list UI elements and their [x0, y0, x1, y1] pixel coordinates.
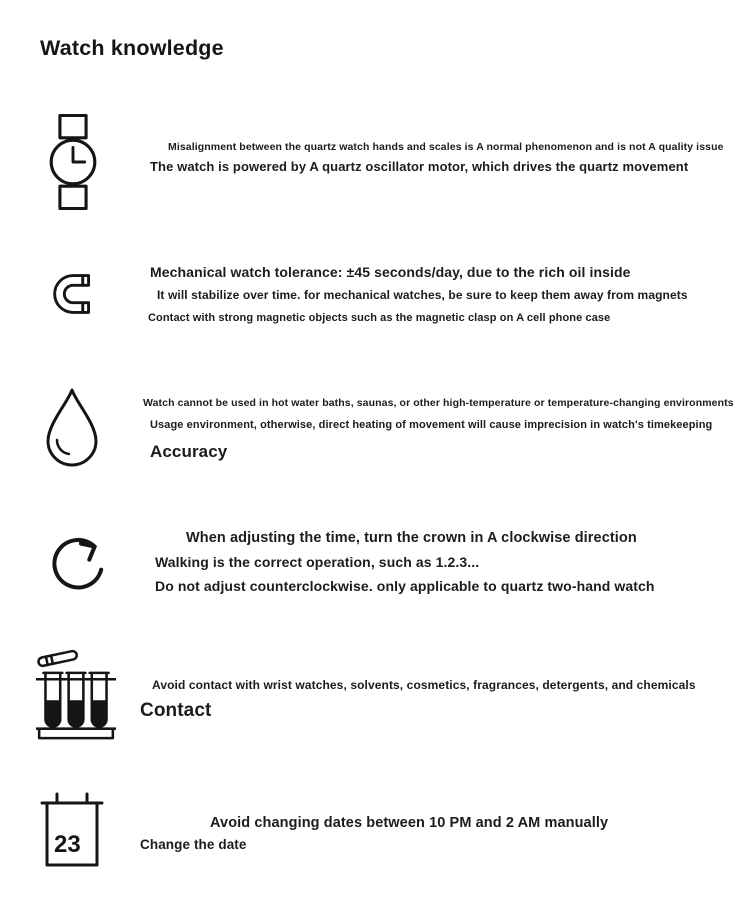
test-tubes-icon	[36, 643, 116, 747]
text-line: Usage environment, otherwise, direct heating of movement will cause imprecision in watch's timekeeping	[150, 419, 713, 431]
text-line: Misalignment between the quartz watch hands and scales is A normal phenomenon and is not A quality issue	[168, 141, 724, 153]
section-crown-adjustment	[155, 529, 655, 596]
text-line: Contact with strong magnetic objects such as the magnetic clasp on A cell phone case	[148, 312, 611, 324]
text-line: Mechanical watch tolerance: ±45 seconds/day, due to the rich oil inside	[150, 264, 631, 280]
water-drop-icon	[40, 376, 104, 478]
section-chemicals	[140, 677, 696, 723]
text-line: The watch is powered by A quartz oscillator motor, which drives the quartz movement	[150, 159, 689, 174]
section-heading: Accuracy	[150, 442, 228, 461]
clockwise-arrow-icon	[40, 522, 116, 602]
text-line: Walking is the correct operation, such as 1.2.3...	[155, 554, 480, 570]
text-line: Do not adjust counterclockwise. only applicable to quartz two-hand watch	[155, 578, 655, 594]
section-watch-movement	[150, 141, 724, 176]
text-line: When adjusting the time, turn the crown in A clockwise direction	[186, 530, 637, 546]
text-line: Change the date	[140, 837, 247, 852]
section-heading: Contact	[140, 700, 212, 721]
section-magnetism	[148, 263, 688, 325]
text-line: Watch cannot be used in hot water baths, saunas, or other high-temperature or temperature-changing environments	[143, 397, 734, 409]
text-line: Avoid contact with wrist watches, solvents, cosmetics, fragrances, detergents, and chemicals	[152, 678, 696, 692]
section-date-change	[140, 814, 608, 854]
watch-icon	[42, 112, 104, 212]
calendar-day: 23	[54, 831, 81, 858]
text-line: Avoid changing dates between 10 PM and 2 AM manually	[210, 815, 609, 831]
calendar-icon	[40, 788, 104, 872]
section-accuracy	[143, 396, 734, 463]
magnet-icon	[44, 262, 106, 326]
text-line: It will stabilize over time. for mechanical watches, be sure to keep them away from magnets	[157, 288, 688, 302]
page-title: Watch knowledge	[40, 36, 224, 60]
